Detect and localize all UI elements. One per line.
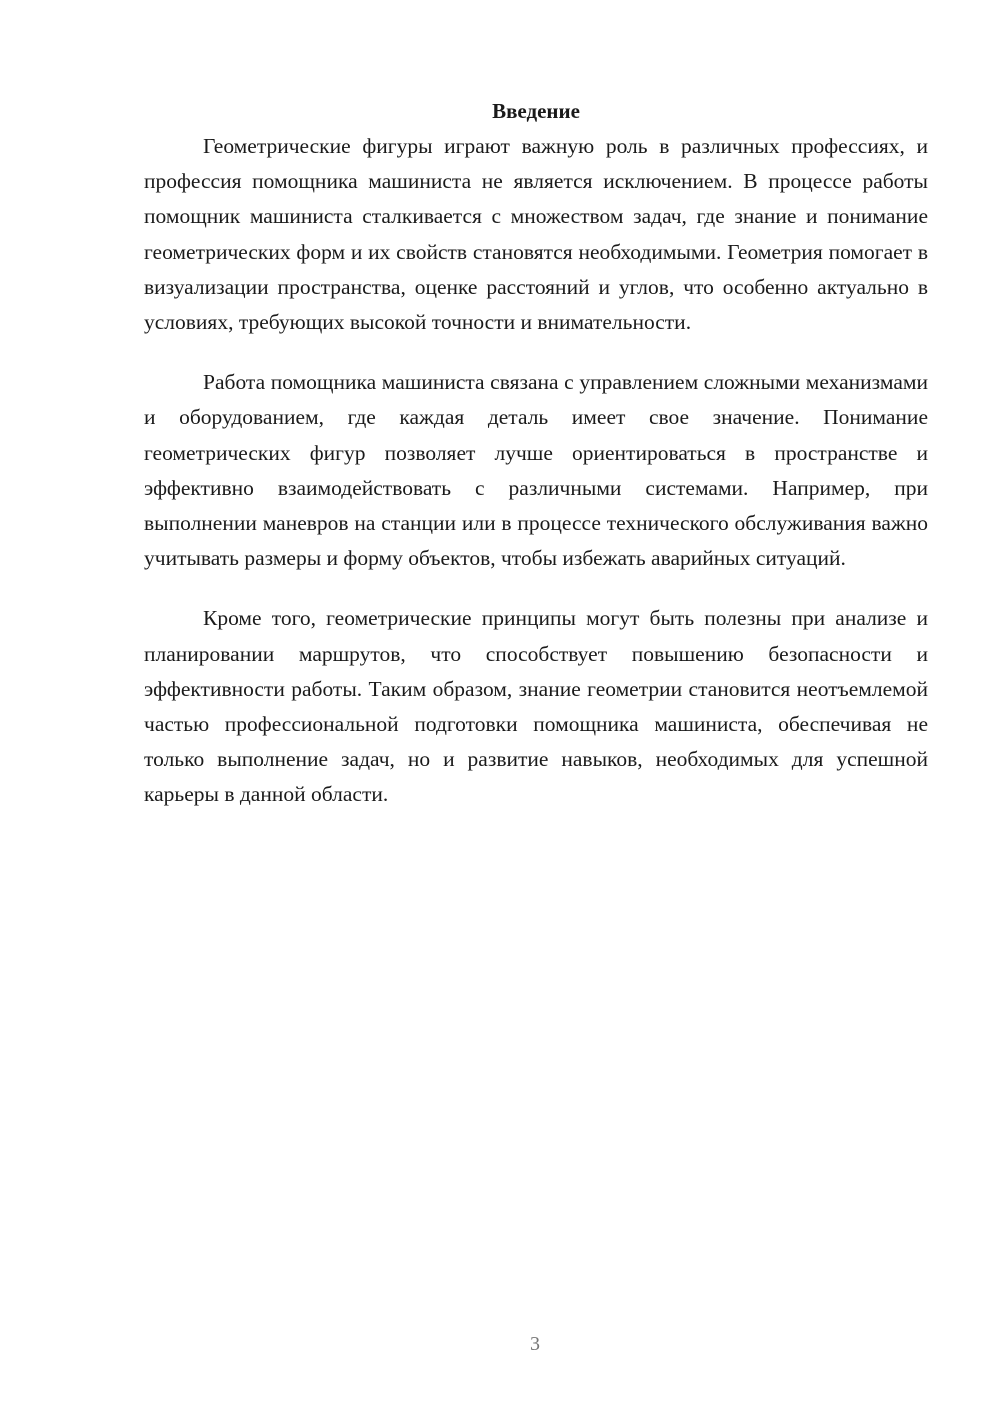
paragraph-2: Работа помощника машиниста связана с управлением сложными механизмами и оборудованием, где каждая деталь имеет свое значение. Понимание геометрических фигур позволяет лучше ориентироваться в пространстве и эффективно взаимодействовать с различными системами. Например, при выполнении маневров на станции или в процессе технического обслуживания важно учитывать размеры и форму объектов, чтобы избежать аварийных ситуаций.	[144, 370, 928, 571]
section-title: Введение	[492, 99, 580, 123]
page-content	[144, 94, 928, 838]
page-number: 3	[530, 1333, 540, 1355]
paragraph-1: Геометрические фигуры играют важную роль в различных профессиях, и профессия помощника машиниста не является исключением. В процессе работы помощник машиниста сталкивается с множеством задач, где знание и понимание геометрических форм и их свойств становятся необходимыми. Геометрия помогает в визуализации пространства, оценке расстояний и углов, что особенно актуально в условиях, требующих высокой точности и внимательности.	[144, 134, 928, 335]
paragraph-3: Кроме того, геометрические принципы могут быть полезны при анализе и планировании маршрутов, что способствует повышению безопасности и эффективности работы. Таким образом, знание геометрии становится неотъемлемой частью профессиональной подготовки помощника машиниста, обеспечивая не только выполнение задач, но и развитие навыков, необходимых для успешной карьеры в данной области.	[144, 606, 928, 807]
